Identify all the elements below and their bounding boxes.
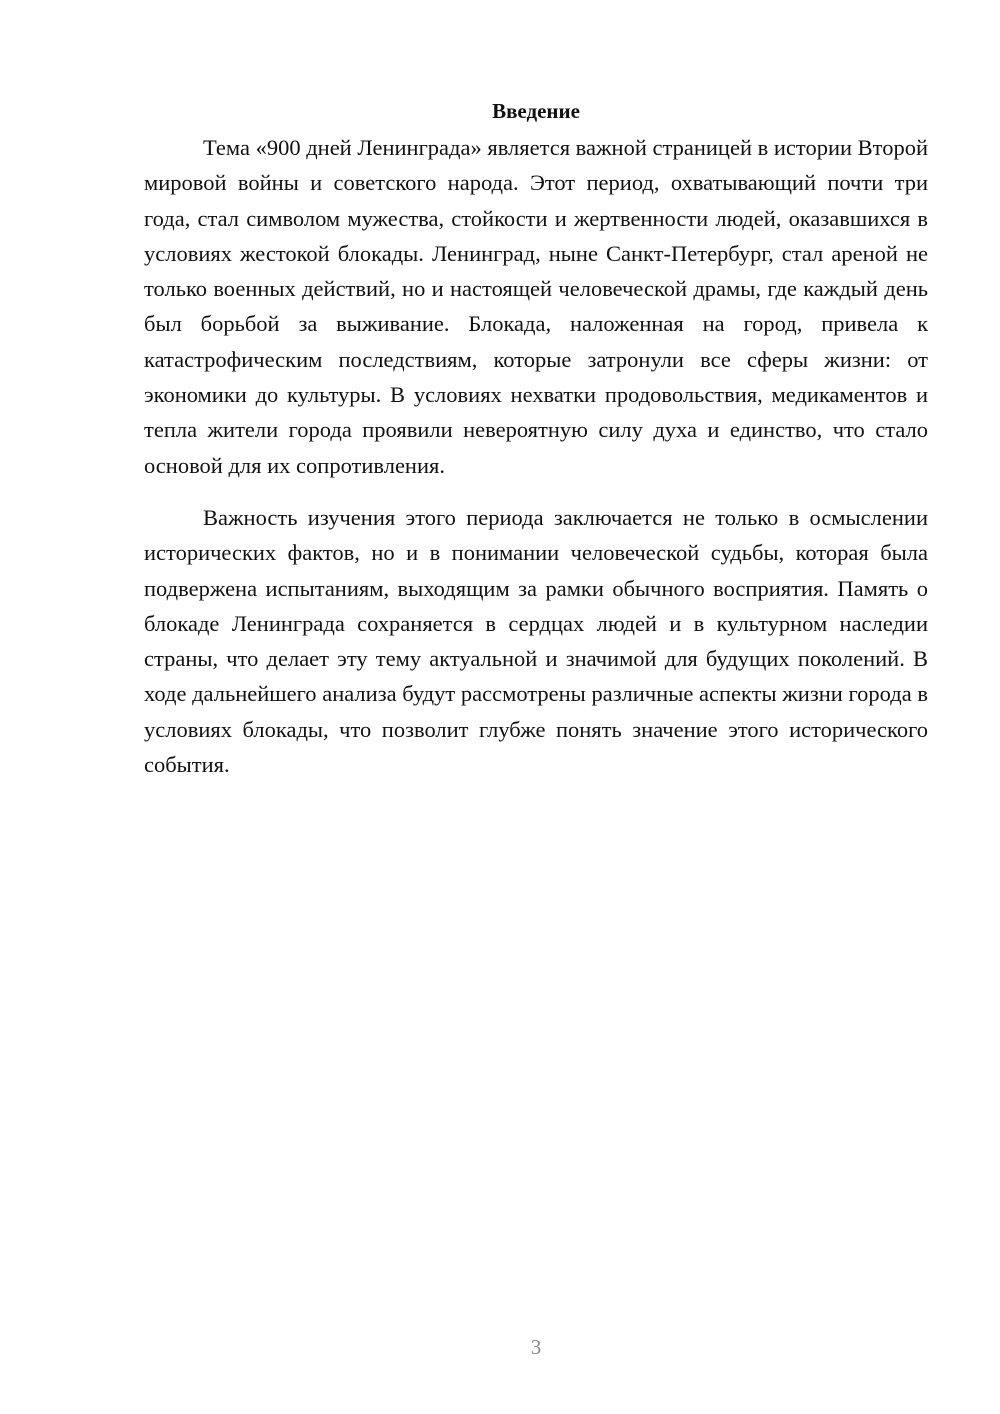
page-content [144, 96, 928, 782]
section-title: Введение [492, 99, 580, 123]
page-number: 3 [530, 1335, 542, 1359]
paragraph-1: Тема «900 дней Ленинграда» является важной страницей в истории Второй мировой войны и советского народа. Этот период, охватывающий почти три года, стал символом мужества, стойкости и жертвенности людей, оказавшихся в условиях жестокой блокады. Ленинград, ныне Санкт-Петербург, стал ареной не только военных действий, но и настоящей человеческой драмы, где каждый день был борьбой за выживание. Блокада, наложенная на город, привела к катастрофическим последствиям, которые затронули все сферы жизни: от экономики до культуры. В условиях нехватки продовольствия, медикаментов и тепла жители города проявили невероятную силу духа и единство, что стало основой для их сопротивления. [144, 135, 928, 478]
paragraph-2: Важность изучения этого периода заключается не только в осмыслении исторических фактов, но и в понимании человеческой судьбы, которая была подвержена испытаниям, выходящим за рамки обычного восприятия. Память о блокаде Ленинграда сохраняется в сердцах людей и в культурном наследии страны, что делает эту тему актуальной и значимой для будущих поколений. В ходе дальнейшего анализа будут рассмотрены различные аспекты жизни города в условиях блокады, что позволит глубже понять значение этого исторического события. [144, 504, 928, 778]
